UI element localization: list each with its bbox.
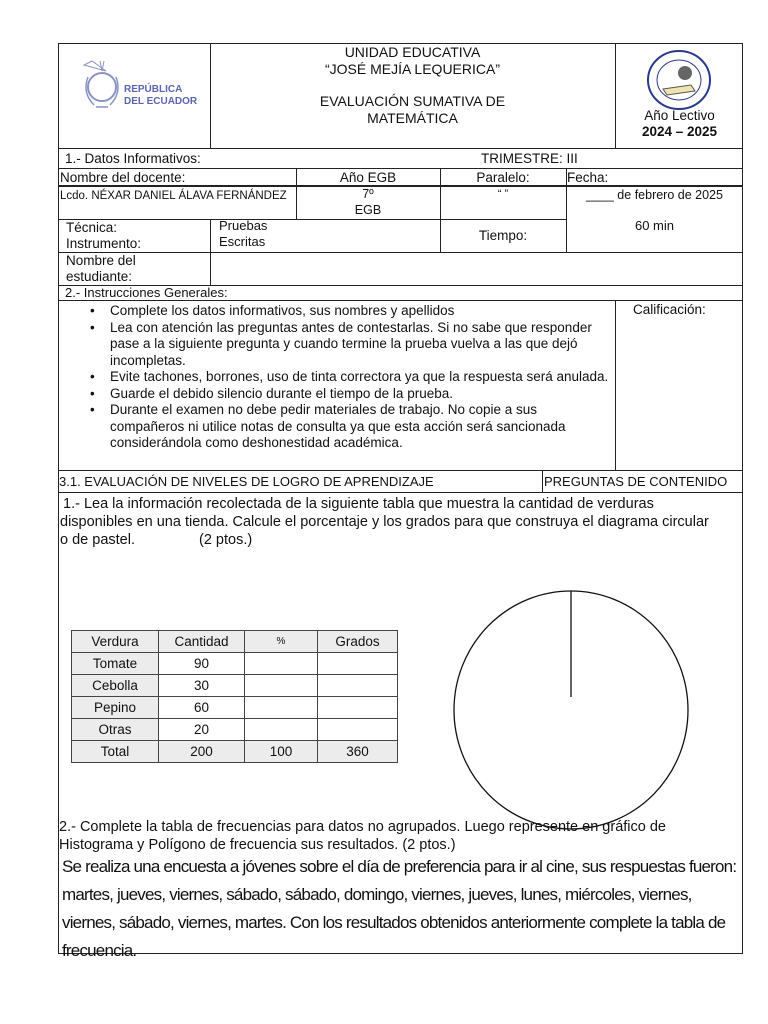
table-cell: 90	[159, 653, 245, 675]
instruction-item: • Guarde el debido silencio durante el tiempo de la prueba.	[84, 386, 614, 403]
table-cell: Total	[72, 741, 159, 763]
question-1-points: (2 ptos.)	[199, 532, 253, 548]
table-cell-input[interactable]	[318, 653, 398, 675]
datos-section-label: 1.- Datos Informativos:	[65, 151, 201, 166]
instruction-item: • Evite tachones, borrones, uso de tinta correctora ya que la respuesta será anulada.	[84, 369, 614, 386]
table-header-row	[72, 631, 398, 653]
tecnica-value: Pruebas Escritas	[219, 218, 268, 249]
table-cell: Pepino	[72, 697, 159, 719]
trimestre-label: TRIMESTRE: III	[481, 151, 578, 166]
table-row	[72, 653, 398, 675]
table-cell-input[interactable]	[245, 653, 318, 675]
table-cell: 60	[159, 697, 245, 719]
question-2-problem: Se realiza una encuesta a jóvenes sobre el día de preferencia para ir al cine, sus respuestas fueron: martes, jueves, viernes, sábado, sábado, domingo, viernes, jueves, lunes, miércoles, viernes, viernes, sábado, viernes, martes. Con los resultados obtenidos anteriormente complete la tabla de frecuencia.	[62, 857, 737, 960]
table-header: %	[245, 631, 318, 653]
fecha-label: Fecha:	[567, 170, 609, 185]
table-cell-input[interactable]	[245, 675, 318, 697]
school-heading: UNIDAD EDUCATIVA “JOSÉ MEJÍA LEQUERICA” EVALUACIÓN SUMATIVA DE MATEMÁTICA	[319, 44, 506, 126]
logo-text: REPÚBLICA DEL ECUADOR	[124, 84, 198, 107]
instruction-item: • Durante el examen no debe pedir materiales de trabajo. No copie a sus compañeros ni utilice notas de consulta ya que esta acción será sancionada considerándola como deshonestidad académica.	[84, 402, 614, 452]
paralelo-value[interactable]: “ ”	[497, 188, 509, 200]
school-seal-logo	[645, 49, 713, 111]
tiempo-label: Tiempo:	[478, 228, 528, 243]
table-cell: Otras	[72, 719, 159, 741]
table-cell-input[interactable]	[318, 675, 398, 697]
table-row	[72, 719, 398, 741]
question-1-text: 1.- Lea la información recolectada de la siguiente tabla que muestra la cantidad de verduras disponibles en una tienda. Calcule el porcentaje y los grados para que construya el diagrama circular o de pastel.	[60, 496, 709, 548]
anio-value: 7º EGB	[354, 187, 382, 217]
docente-label: Nombre del docente:	[60, 170, 186, 185]
anio-label: Año EGB	[339, 170, 397, 185]
instructions-list	[84, 303, 614, 452]
table-cell-input[interactable]	[318, 719, 398, 741]
table-cell-input[interactable]	[245, 697, 318, 719]
table-row	[72, 697, 398, 719]
school-year: Año Lectivo 2024 – 2025	[641, 108, 718, 139]
table-cell: Tomate	[72, 653, 159, 675]
instrucciones-label: 2.- Instrucciones Generales:	[65, 285, 228, 300]
calificacion-cell[interactable]	[615, 300, 743, 471]
table-cell: 200	[159, 741, 245, 763]
preguntas-label: PREGUNTAS DE CONTENIDO	[544, 474, 728, 489]
table-header: Cantidad	[159, 631, 245, 653]
table-cell-input[interactable]	[245, 719, 318, 741]
table-cell: 20	[159, 719, 245, 741]
instruction-item: • Complete los datos informativos, sus nombres y apellidos	[84, 303, 614, 320]
table-header: Grados	[318, 631, 398, 653]
table-total-row	[72, 741, 398, 763]
tiempo-value: 60 min	[634, 218, 675, 233]
table-cell: 30	[159, 675, 245, 697]
table-cell: 100	[245, 741, 318, 763]
table-header: Verdura	[72, 631, 159, 653]
table-row	[72, 675, 398, 697]
verduras-table	[71, 630, 398, 763]
calificacion-label: Calificación:	[633, 302, 706, 317]
table-cell: 360	[318, 741, 398, 763]
estudiante-label: Nombre del estudiante:	[66, 253, 136, 284]
evaluacion-label: 3.1. EVALUACIÓN DE NIVELES DE LOGRO DE APRENDIZAJE	[59, 474, 434, 489]
estudiante-input[interactable]	[210, 252, 743, 286]
question-1	[60, 495, 720, 549]
question-2-text: 2.- Complete la tabla de frecuencias para datos no agrupados. Luego represente en gráfico de Histograma y Polígono de frecuencia sus resultados. (2 ptos.)	[59, 819, 666, 853]
docente-name: Lcdo. NÉXAR DANIEL ÁLAVA FERNÁNDEZ	[60, 190, 287, 202]
empty-pie-chart[interactable]	[450, 586, 694, 832]
table-cell: Cebolla	[72, 675, 159, 697]
table-cell-input[interactable]	[318, 697, 398, 719]
fecha-value[interactable]: ____ de febrero de 2025	[586, 188, 723, 202]
tecnica-labels: Técnica: Instrumento:	[66, 220, 142, 251]
paralelo-label: Paralelo:	[476, 170, 530, 185]
instruction-item: • Lea con atención las preguntas antes de contestarlas. Si no sabe que responder pase a la siguiente pregunta y cuando termine la prueba vuelva a las que dejó incompletas.	[84, 320, 614, 370]
